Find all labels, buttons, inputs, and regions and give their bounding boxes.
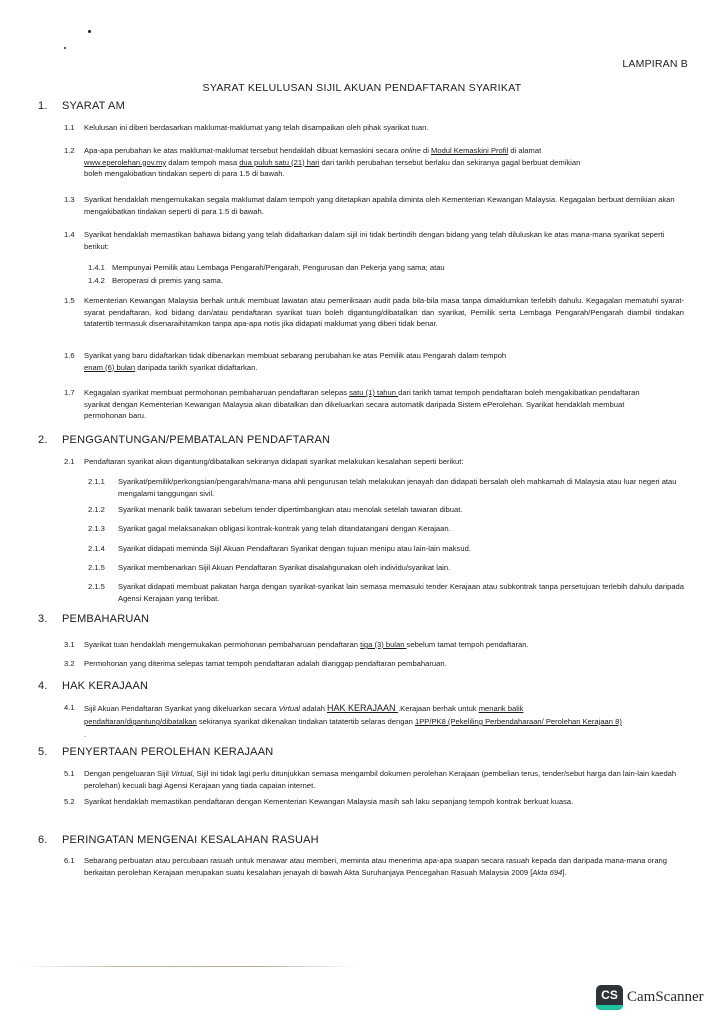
scan-speck — [88, 30, 91, 33]
module-link[interactable]: Modul Kemaskini Profil — [431, 146, 509, 155]
clause-5-1: 5.1 Dengan pengeluaran Sijil Virtual, Sijil ini tidak lagi perlu ditunjukkan semasa mengambil dokumen perolehan Kerajaan (pembelian terus, tender/sebut harga dan lain-lain kaedah perolehan) kecuali bagi Agensi Kerajaan yang tiada capaian internet. — [64, 769, 677, 790]
clause-2-1: 2.1 Pendaftaran syarikat akan digantung/dibatalkan sekiranya didapati syarikat melakukan kesalahan seperti berikut: — [64, 457, 464, 466]
section-heading-3: 3. PEMBAHARUAN — [38, 613, 150, 625]
clause-1-4-2: 1.4.2 Beroperasi di premis yang sama. — [88, 276, 224, 285]
clause-2-1-5: 2.1.5 Syarikat membenarkan Sijil Akuan Pendaftaran Syarikat disalahgunakan oleh individu/syarikat lain. — [88, 563, 451, 572]
appendix-label: LAMPIRAN B — [622, 58, 688, 70]
clause-3-1: 3.1 Syarikat tuan hendaklah mengemukakan permohonan pembaharuan pendaftaran tiga (3) bulan sebelum tamat tempoh pendaftaran. — [64, 640, 529, 649]
page-edge-line — [18, 966, 358, 967]
section-heading-6: 6. PERINGATAN MENGENAI KESALAHAN RASUAH — [38, 834, 319, 846]
clause-3-2: 3.2 Permohonan yang diterima selepas tamat tempoh pendaftaran adalah dianggap pendaftaran pembaharuan. — [64, 659, 447, 668]
clause-1-5: 1.5 Kementerian Kewangan Malaysia berhak untuk membuat lawatan atau pemeriksaan audit pada bila-bila masa tanpa dimaklumkan terlebih dahulu. Kegagalan mematuhi syarat-syarat pendaftaran, kod bidang dan/atau pendaftaran syarikat tuan boleh digantung/dibatalkan dan syarikat, Pemilik serta Lembaga Pengarah/Pengarah diambil tindakan tatatertib termasuk disenaraihitamkan tanpa apa-apa notis jika didapati maklumat yang diberi tidak benar. — [64, 296, 684, 328]
section-heading-5: 5. PENYERTAAN PEROLEHAN KERAJAAN — [38, 746, 274, 758]
section-heading-4: 4. HAK KERAJAAN — [38, 680, 149, 692]
clause-4-1: 4.1 Sijil Akuan Pendaftaran Syarikat yang dikeluarkan secara Virtual adalah HAK KERAJAAN .Kerajaan berhak untuk menarik balik pendaftaran/digantung/dibatalkan sekiranya syarikat dikenakan tindakan tatatertib selaras dengan 1PP/PK8 (Pekeliling Perbendaharaan/ Perolehan Kerajaan 8) . — [64, 703, 622, 739]
clause-2-1-1: 2.1.1 Syarikat/pemilik/perkongsian/pengarah/mana-mana ahli pengurusan telah melakukan jenayah dan didapati bersalah oleh mahkamah di Malaysia atau luar negeri atau mengalami tanggungan sivil. — [88, 477, 677, 498]
clause-2-1-4: 2.1.4 Syarikat didapati meminda Sijil Akuan Pendaftaran Syarikat dengan tujuan menipu atau lain-lain maksud. — [88, 544, 471, 553]
clause-1-1: 1.1 Kelulusan ini diberi berdasarkan maklumat-maklumat yang telah disampaikan oleh pihak syarikat tuan. — [64, 123, 429, 132]
clause-1-6: 1.6 Syarikat yang baru didaftarkan tidak dibenarkan membuat sebarang perubahan ke atas Pemilik atau Pengarah dalam tempoh enam (6) bulan daripada tarikh syarikat didaftarkan. — [64, 351, 507, 372]
camscanner-logo-icon: CS — [596, 985, 623, 1010]
eperolehan-link[interactable]: www.eperolehan.gov.my — [84, 157, 167, 167]
clause-1-7: 1.7 Kegagalan syarikat membuat permohonan pembaharuan pendaftaran selepas satu (1) tahun dari tarikh tamat tempoh pendaftaran boleh mengakibatkan pendaftaran syarikat dengan Kementerian Kewangan Malaysia akan dibatalkan dan dikeluarkan secara automatik daripada Sistem ePerolehan. Syarikat hendaklah membuat permohonan baru. — [64, 388, 640, 420]
section-heading-1: 1. SYARAT AM — [38, 100, 125, 112]
clause-2-1-3: 2.1.3 Syarikat gagal melaksanakan obligasi kontrak-kontrak yang telah ditandatangani dengan Kerajaan. — [88, 524, 451, 533]
clause-2-1-5b: 2.1.5 Syarikat didapati membuat pakatan harga dengan syarikat-syarikat lain semasa memasuki tender Kerajaan atau subkontrak tanpa persetujuan terlebih dahulu daripada Agensi Kerajaan yang terlibat. — [88, 582, 684, 603]
clause-6-1: 6.1 Sebarang perbuatan atau percubaan rasuah untuk menawar atau memberi, meminta atau menerima apa-apa suapan secara rasuah kepada dan daripada mana-mana orang berkaitan perolehan Kerajaan merupakan suatu kesalahan jenayah di bawah Akta Suruhanjaya Pencegahan Rasuah Malaysia 2009 [Akta 694]. — [64, 856, 667, 877]
clause-1-3: 1.3 Syarikat hendaklah mengemukakan segala maklumat dalam tempoh yang ditetapkan apabila diminta oleh Kementerian Kewangan Malaysia. Kegagalan berbuat demikian akan mengakibatkan tindakan seperti di para 1.5 di bawah. — [64, 195, 675, 216]
document-title: SYARAT KELULUSAN SIJIL AKUAN PENDAFTARAN SYARIKAT — [202, 82, 522, 94]
scan-speck — [64, 47, 66, 49]
clause-1-4: 1.4 Syarikat hendaklah memastikan bahawa bidang yang telah didaftarkan dalam sijil ini tidak bertindih dengan bidang yang telah diluluskan ke atas mana-mana syarikat seperti berikut: — [64, 230, 665, 251]
section-heading-2: 2. PENGGANTUNGAN/PEMBATALAN PENDAFTARAN — [38, 434, 331, 446]
clause-5-2: 5.2 Syarikat hendaklah memastikan pendaftaran dengan Kementerian Kewangan Malaysia masih sah laku sepanjang tempoh kontrak berkuat kuasa. — [64, 797, 574, 806]
clause-1-2: 1.2 Apa-apa perubahan ke atas maklumat-maklumat tersebut hendaklah dibuat kemaskini secara online di Modul Kemaskini Profil di alamat www.eperolehan.gov.my dalam tempoh masa dua puluh satu (21) hari dari tarikh perubahan tersebut berlaku dan sekiranya gagal berbuat demikian boleh mengakibatkan tindakan seperti di para 1.5 di bawah. — [64, 146, 581, 178]
camscanner-watermark: CamScanner — [627, 989, 704, 1005]
clause-1-4-1: 1.4.1 Mempunyai Pemilik atau Lembaga Pengarah/Pengarah, Pengurusan dan Pekerja yang sama; atau — [88, 263, 445, 272]
clause-2-1-2: 2.1.2 Syarikat menarik balik tawaran sebelum tender dipertimbangkan atau menolak setelah tawaran dibuat. — [88, 505, 463, 514]
